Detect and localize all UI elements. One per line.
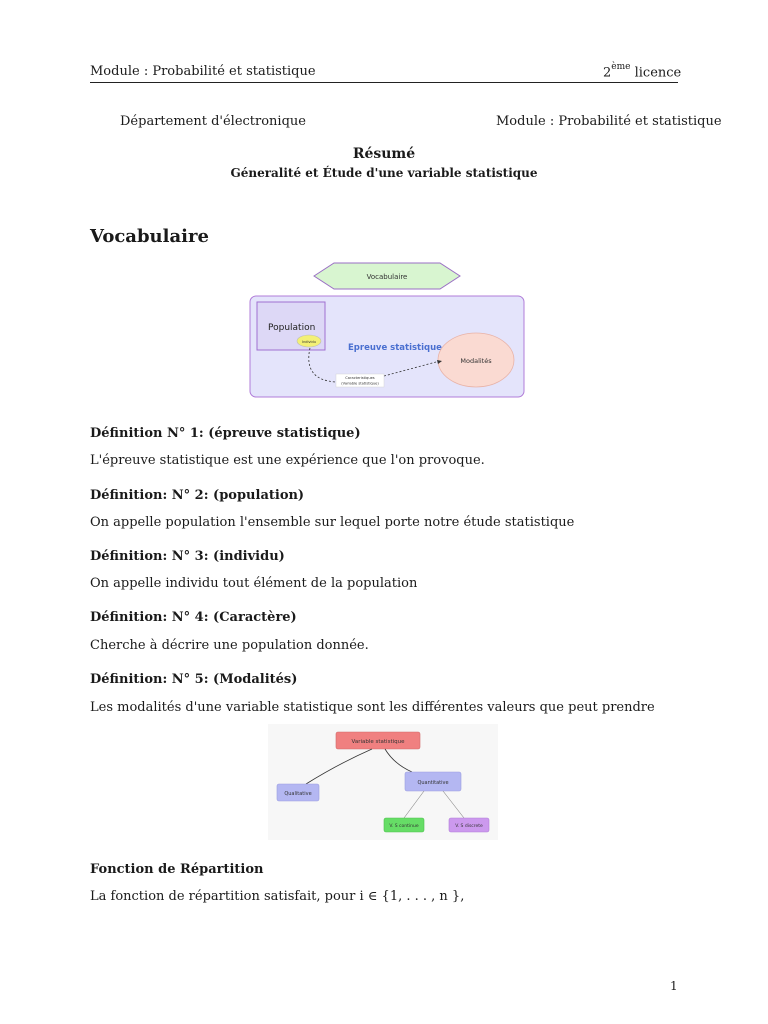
definition-5-title: Définition: N° 5: (Modalités) [90, 672, 298, 687]
level-number: 2 [603, 65, 612, 81]
definition-2-text: On appelle population l'ensemble sur lequel porte notre étude statistique [90, 515, 575, 530]
quantitative-label: Quantitative [417, 780, 449, 786]
caracteristiques-label-2: (Variable statistique) [341, 381, 379, 386]
header-rule [90, 82, 678, 83]
population-label: Population [268, 323, 316, 333]
definition-4-text: Cherche à décrire une population donnée. [90, 638, 369, 653]
modalites-label: Modalités [460, 357, 492, 365]
fonction-text: La fonction de répartition satisfait, pour i ∈ {1, . . . , n }, [90, 889, 465, 904]
level-word: licence [634, 65, 682, 81]
definition-3-title: Définition: N° 3: (individu) [90, 549, 285, 564]
epreuve-label: Epreuve statistique [348, 343, 442, 353]
individu-label: Individu [302, 340, 316, 344]
fonction-title: Fonction de Répartition [90, 862, 264, 877]
page-title: Résumé [352, 146, 416, 162]
page-subtitle: Géneralité et Étude d'une variable statistique [230, 166, 538, 180]
definition-1-text: L'épreuve statistique est une expérience que l'on provoque. [90, 453, 485, 468]
definition-5-text: Les modalités d'une variable statistique sont les différentes valeurs que peut prendre [90, 700, 655, 715]
definition-4-title: Définition: N° 4: (Caractère) [90, 610, 297, 625]
discrete-label: V. S discrete [455, 824, 483, 829]
definition-3-text: On appelle individu tout élément de la population [90, 576, 418, 591]
continue-label: V. S continue [389, 824, 419, 829]
caracteristiques-label-1: Caracteristiques [345, 376, 375, 380]
page-number: 1 [670, 979, 678, 993]
vocabulary-diagram [248, 258, 526, 400]
header-level [603, 64, 681, 80]
variable-tree-diagram [268, 724, 498, 840]
section-vocabulaire: Vocabulaire [90, 226, 209, 247]
root-label: Variable statistique [351, 739, 405, 745]
definition-2-title: Définition: N° 2: (population) [90, 488, 305, 503]
module-right: Module : Probabilité et statistique [496, 114, 722, 129]
qualitative-label: Qualitative [284, 791, 312, 797]
department: Département d'électronique [120, 114, 306, 129]
header-module: Module : Probabilité et statistique [90, 64, 316, 79]
definition-1-title: Définition N° 1: (épreuve statistique) [90, 426, 361, 441]
vocab-label: Vocabulaire [366, 273, 408, 281]
level-sup: ème [611, 62, 631, 72]
